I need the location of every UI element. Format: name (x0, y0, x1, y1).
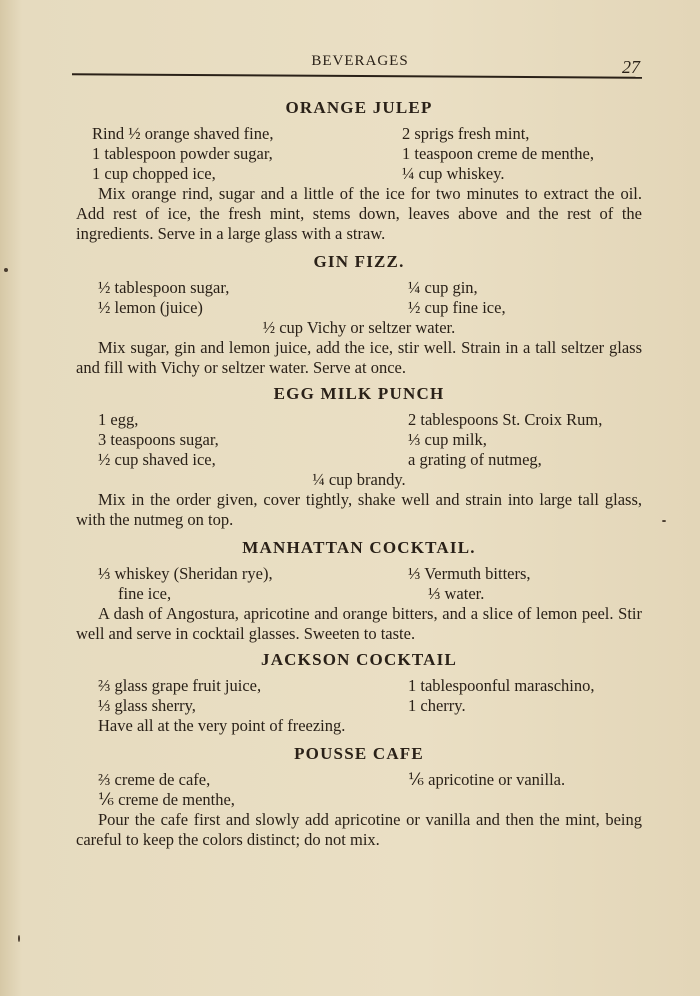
ingredient-list (76, 124, 642, 184)
recipe-pousse-cafe (76, 744, 642, 850)
ingredient: ½ cup shaved ice, (98, 450, 216, 469)
ingredient-list (76, 410, 642, 490)
ingredient: 1 cherry. (408, 696, 466, 715)
ingredient: ⅓ cup milk, (408, 430, 487, 449)
ingredient-row (76, 770, 642, 790)
recipe-manhattan-cocktail (76, 538, 642, 644)
recipe-directions: Pour the cafe first and slowly add apricotine or vanilla and then the mint, being careful to keep the colors distinct; do not mix. (76, 810, 642, 849)
recipe-orange-julep (76, 98, 642, 244)
ingredient-list (76, 278, 642, 338)
ingredient: 3 teaspoons sugar, (98, 430, 219, 449)
recipe-title: JACKSON COCKTAIL (261, 650, 457, 669)
recipe-directions: A dash of Angostura, apricotine and orange bitters, and a slice of lemon peel. Stir well and serve in cocktail glasses. Sweeten to taste. (76, 604, 642, 643)
ingredient: ⅔ glass grape fruit juice, (98, 676, 262, 695)
ingredient: 1 teaspoon creme de menthe, (402, 144, 594, 163)
page-content (76, 98, 642, 856)
ingredient-list (76, 564, 642, 604)
recipe-title: POUSSE CAFE (294, 744, 424, 763)
ingredient-row (76, 450, 642, 470)
ingredient: ¼ cup whiskey. (402, 164, 505, 183)
ingredient: 1 cup chopped ice, (92, 164, 216, 183)
ingredient: ⅔ creme de cafe, (98, 770, 211, 789)
paper-speck (18, 935, 20, 942)
recipe-title: GIN FIZZ. (313, 252, 405, 271)
ingredient-list (76, 770, 642, 810)
ingredient: ¼ cup gin, (408, 278, 478, 297)
recipe-jackson-cocktail (76, 650, 642, 736)
ingredient-row (76, 564, 642, 584)
ingredient: 1 tablespoon powder sugar, (92, 144, 273, 163)
ingredient: a grating of nutmeg, (408, 450, 542, 469)
ingredient: ⅓ water. (428, 584, 485, 603)
paper-speck (4, 268, 8, 272)
ingredient: ⅓ whiskey (Sheridan rye), (98, 564, 273, 583)
ingredient (408, 790, 642, 810)
ingredient: Rind ½ orange shaved fine, (92, 124, 274, 143)
recipe-title: ORANGE JULEP (285, 98, 433, 117)
ingredient: ⅓ glass sherry, (98, 696, 196, 715)
ingredient-row (76, 144, 642, 164)
ingredient: ⅙ creme de menthe, (98, 790, 235, 809)
ingredient-row (76, 430, 642, 450)
recipe-directions: Mix sugar, gin and lemon juice, add the ice, stir well. Strain in a tall seltzer glass and fill with Vichy or seltzer water. Serve at once. (76, 338, 642, 377)
ingredient-row (76, 124, 642, 144)
ingredient-list (76, 676, 642, 716)
ingredient-row (76, 676, 642, 696)
ingredient: 1 egg, (98, 410, 139, 429)
recipe-title: MANHATTAN COCKTAIL. (242, 538, 476, 557)
ingredient: ⅓ Vermuth bitters, (408, 564, 531, 583)
ingredient: ⅙ apricotine or vanilla. (408, 770, 566, 789)
ingredient: ½ tablespoon sugar, (98, 278, 230, 297)
ingredient-row (76, 790, 642, 810)
recipe-directions: Mix in the order given, cover tightly, shake well and strain into large tall glass, with the nutmeg on top. (76, 490, 642, 529)
ingredient-row (76, 696, 642, 716)
recipe-gin-fizz (76, 252, 642, 378)
header-rule (72, 73, 642, 78)
recipe-title: EGG MILK PUNCH (273, 384, 445, 403)
ingredient-row (76, 584, 642, 604)
ingredient: 1 tablespoonful maraschino, (408, 676, 595, 695)
page-number: 27 (622, 57, 640, 77)
ingredient-row (76, 298, 642, 318)
ingredient-centered: ¼ cup brandy. (312, 470, 406, 489)
recipe-directions: Mix orange rind, sugar and a little of the ice for two minutes to extract the oil. Add rest of ice, the fresh mint, stems down, leaves above and the rest of the ingredients. Serve in a large glass with a straw. (76, 184, 642, 243)
recipe-directions: Have all at the very point of freezing. (98, 716, 346, 735)
ingredient-row (76, 278, 642, 298)
ingredient: 2 sprigs fresh mint, (402, 124, 530, 143)
ingredient-row (76, 410, 642, 430)
running-header: BEVERAGES (311, 53, 409, 69)
paper-speck (662, 520, 666, 522)
ingredient-row (76, 164, 642, 184)
ingredient: ½ lemon (juice) (98, 298, 203, 317)
ingredient: 2 tablespoons St. Croix Rum, (408, 410, 603, 429)
ingredient: ½ cup fine ice, (408, 298, 506, 317)
ingredient: fine ice, (118, 584, 172, 603)
ingredient-centered: ½ cup Vichy or seltzer water. (262, 318, 456, 337)
recipe-egg-milk-punch (76, 384, 642, 530)
